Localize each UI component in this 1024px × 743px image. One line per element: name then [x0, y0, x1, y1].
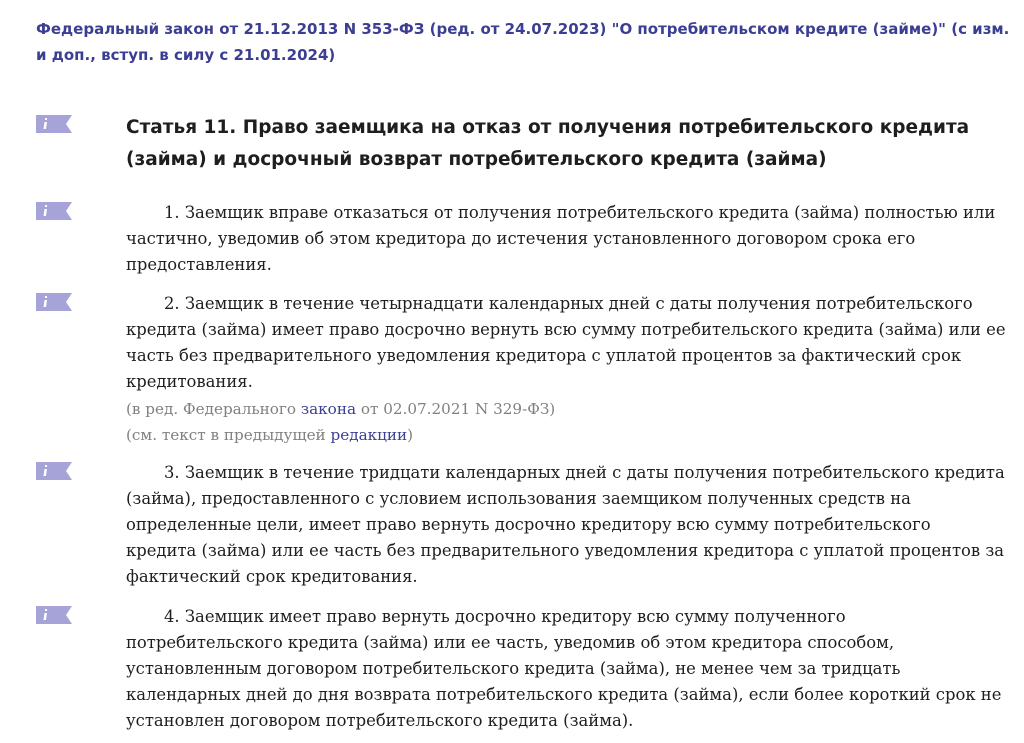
info-flag-icon[interactable] [36, 606, 72, 624]
paragraph-text: 2. Заемщик в течение четырнадцати календарных дней с даты получения потребительского кредита (займа) имеет право досрочно вернуть всю сумму потребительского кредита (займа) или ее часть без предварительного уведомления кредитора с уплатой процентов за фактический срок кредитования. [126, 294, 1006, 391]
edition-link[interactable]: редакции [330, 426, 408, 444]
info-flag-icon[interactable] [36, 115, 72, 133]
info-flag-icon[interactable] [36, 202, 72, 220]
paragraph-text: 4. Заемщик имеет право вернуть досрочно кредитору всю сумму полученного потребительского кредита (займа) или ее часть, уведомив об этом кредитора способом, установленным договором потребительского кредита (займа), не менее чем за тридцать календарных дней до дня возврата потребительского кредита (займа), если более короткий срок не установлен договором потребительского кредита (займа). [126, 607, 1002, 730]
paragraph-text: 3. Заемщик в течение тридцати календарных дней с даты получения потребительского кредита (займа), предоставленного с условием использования заемщиком полученных средств на определенные цели, имеет право вернуть досрочно кредитору всю сумму потребительского кредита (займа) или ее часть без предварительного уведомления кредитора с уплатой процентов за фактический срок кредитования. [126, 463, 1005, 586]
note-text: (в ред. Федерального [126, 400, 301, 418]
note-text: ) [407, 426, 414, 444]
note-text: от 02.07.2021 N 329-ФЗ) [356, 400, 556, 418]
paragraph-3 [126, 460, 1006, 590]
paragraph-4 [126, 604, 1006, 734]
paragraph-text: 1. Заемщик вправе отказаться от получения потребительского кредита (займа) полностью или частично, уведомив об этом кредитора до истечения установленного договором срока его предоставления. [126, 203, 996, 274]
amendment-note [126, 396, 1006, 422]
law-link[interactable]: закона [300, 400, 356, 418]
info-flag-icon[interactable] [36, 293, 72, 311]
paragraph-1 [126, 200, 1006, 278]
article-title: Статья 11. Право заемщика на отказ от получения потребительского кредита (займа) и досрочный возврат потребительского кредита (займа) [126, 117, 970, 170]
document-title[interactable]: Федеральный закон от 21.12.2013 N 353-ФЗ (ред. от 24.07.2023) "О потребительском кредите (займе)" (с изм. и доп., вступ. в силу с 21.01.2024) [36, 20, 1010, 64]
previous-edition-note [126, 422, 1006, 448]
paragraph-2 [126, 291, 1006, 395]
note-text: (см. текст в предыдущей [126, 426, 331, 444]
info-flag-icon[interactable] [36, 462, 72, 480]
